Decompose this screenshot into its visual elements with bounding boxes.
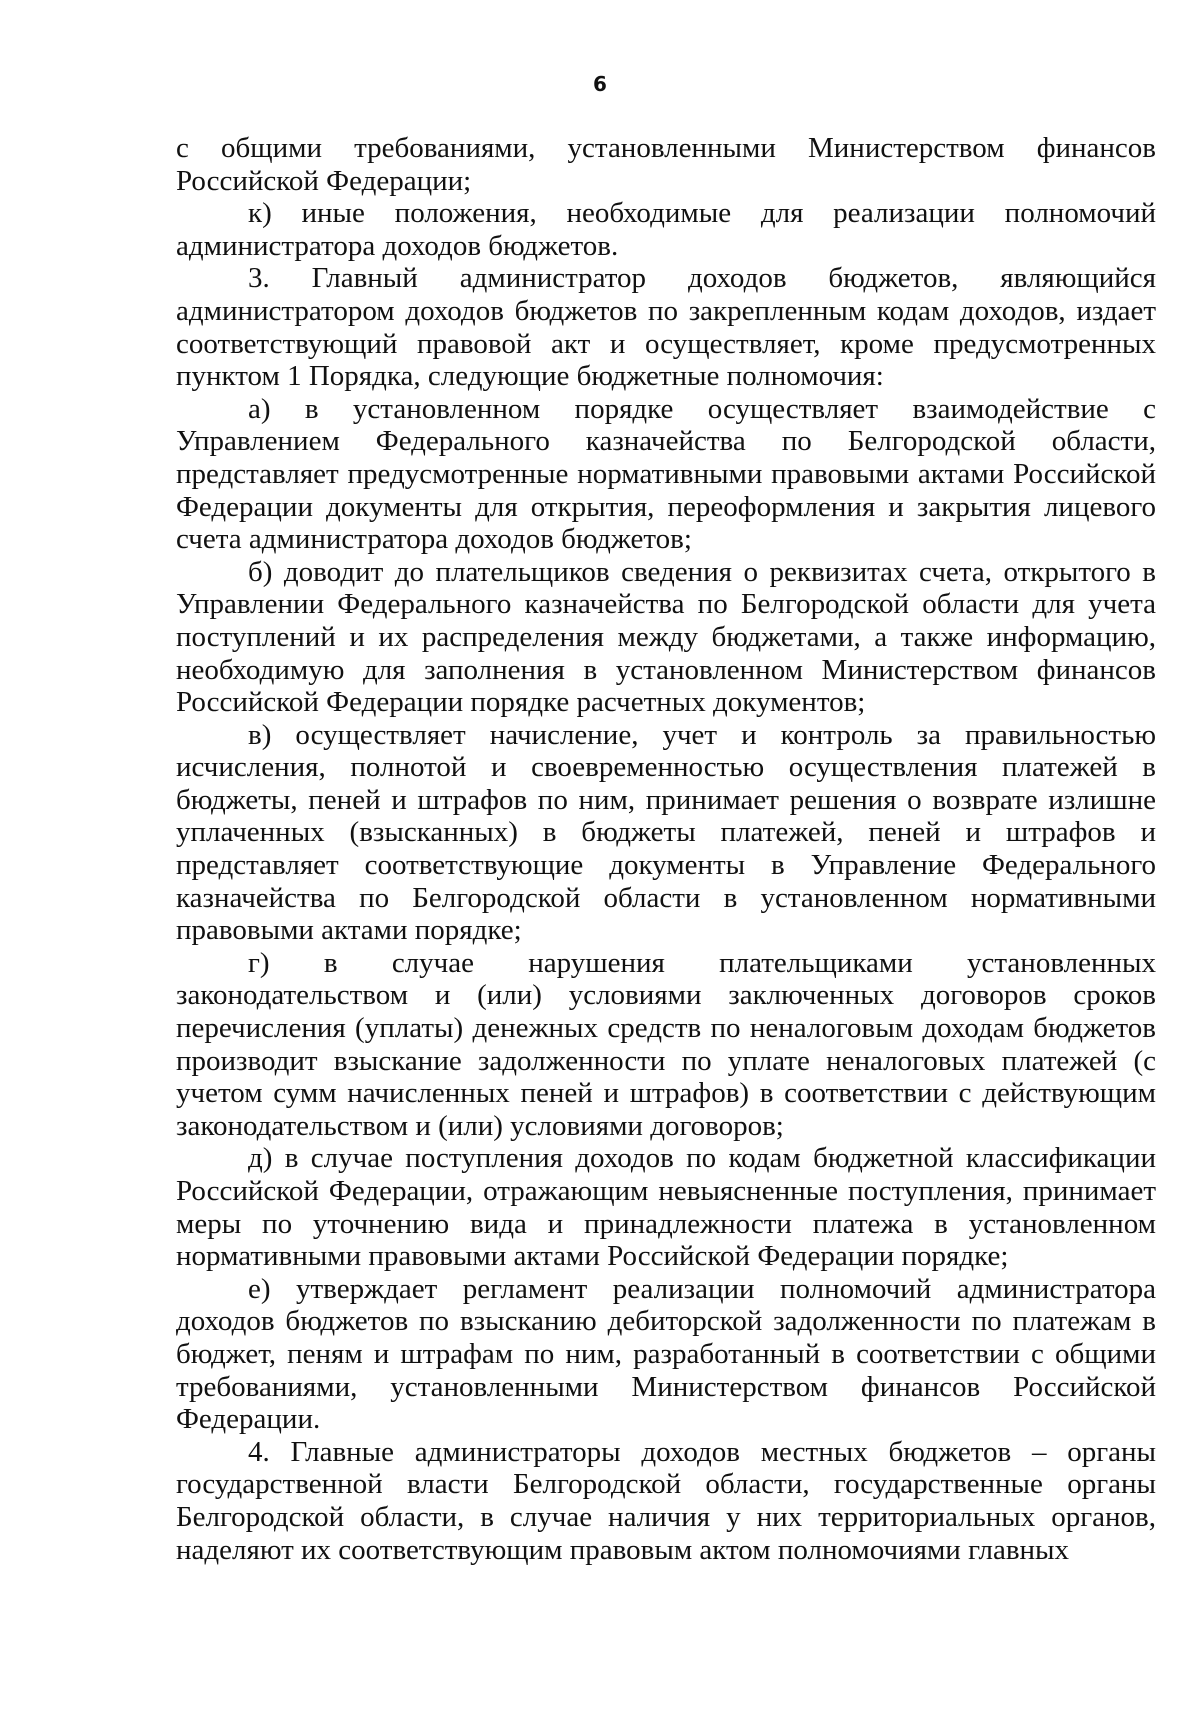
paragraph-item-a: а) в установленном порядке осуществляет взаимодействие с Управлением Федерального казначейства по Белгородской области, представляет предусмотренные нормативными правовыми актами Российской Федерации документы для открытия, переоформления и закрытия лицевого счета администратора доходов бюджетов;	[176, 392, 1156, 556]
paragraph-item-k: к) иные положения, необходимые для реализации полномочий администратора доходов бюджетов.	[176, 197, 1156, 262]
paragraph-continuation: с общими требованиями, установленными Министерством финансов Российской Федерации;	[176, 132, 1156, 197]
paragraph-section-3: 3. Главный администратор доходов бюджетов, являющийся администратором доходов бюджетов по закрепленным кодам доходов, издает соответствующий правовой акт и осуществляет, кроме предусмотренных пунктом 1 Порядка, следующие бюджетные полномочия:	[176, 262, 1156, 393]
paragraph-item-g: г) в случае нарушения плательщиками установленных законодательством и (или) условиями заключенных договоров сроков перечисления (уплаты) денежных средств по неналоговым доходам бюджетов производит взыскание задолженности по уплате неналоговых платежей (с учетом сумм начисленных пеней и штрафов) в соответствии с действующим законодательством и (или) условиями договоров;	[176, 946, 1156, 1142]
paragraph-item-v: в) осуществляет начисление, учет и контроль за правильностью исчисления, полнотой и своевременностью осуществления платежей в бюджеты, пеней и штрафов по ним, принимает решения о возврате излишне уплаченных (взысканных) в бюджеты платежей, пеней и штрафов и представляет соответствующие документы в Управление Федерального казначейства по Белгородской области в установленном нормативными правовыми актами порядке;	[176, 718, 1156, 947]
paragraph-section-4: 4. Главные администраторы доходов местных бюджетов – органы государственной власти Белгородской области, государственные органы Белгородской области, в случае наличия у них территориальных органов, наделяют их соответствующим правовым актом полномочиями главных	[176, 1435, 1156, 1566]
page-number: 6	[593, 72, 607, 96]
document-body	[176, 132, 1156, 1566]
paragraph-item-d: д) в случае поступления доходов по кодам бюджетной классификации Российской Федерации, отражающим невыясненные поступления, принимает меры по уточнению вида и принадлежности платежа в установленном нормативными правовыми актами Российской Федерации порядке;	[176, 1142, 1156, 1273]
paragraph-item-b: б) доводит до плательщиков сведения о реквизитах счета, открытого в Управлении Федерального казначейства по Белгородской области для учета поступлений и их распределения между бюджетами, а также информацию, необходимую для заполнения в установленном Министерством финансов Российской Федерации порядке расчетных документов;	[176, 555, 1156, 719]
paragraph-item-e: е) утверждает регламент реализации полномочий администратора доходов бюджетов по взысканию дебиторской задолженности по платежам в бюджет, пеням и штрафам по ним, разработанный в соответствии с общими требованиями, установленными Министерством финансов Российской Федерации.	[176, 1272, 1156, 1436]
